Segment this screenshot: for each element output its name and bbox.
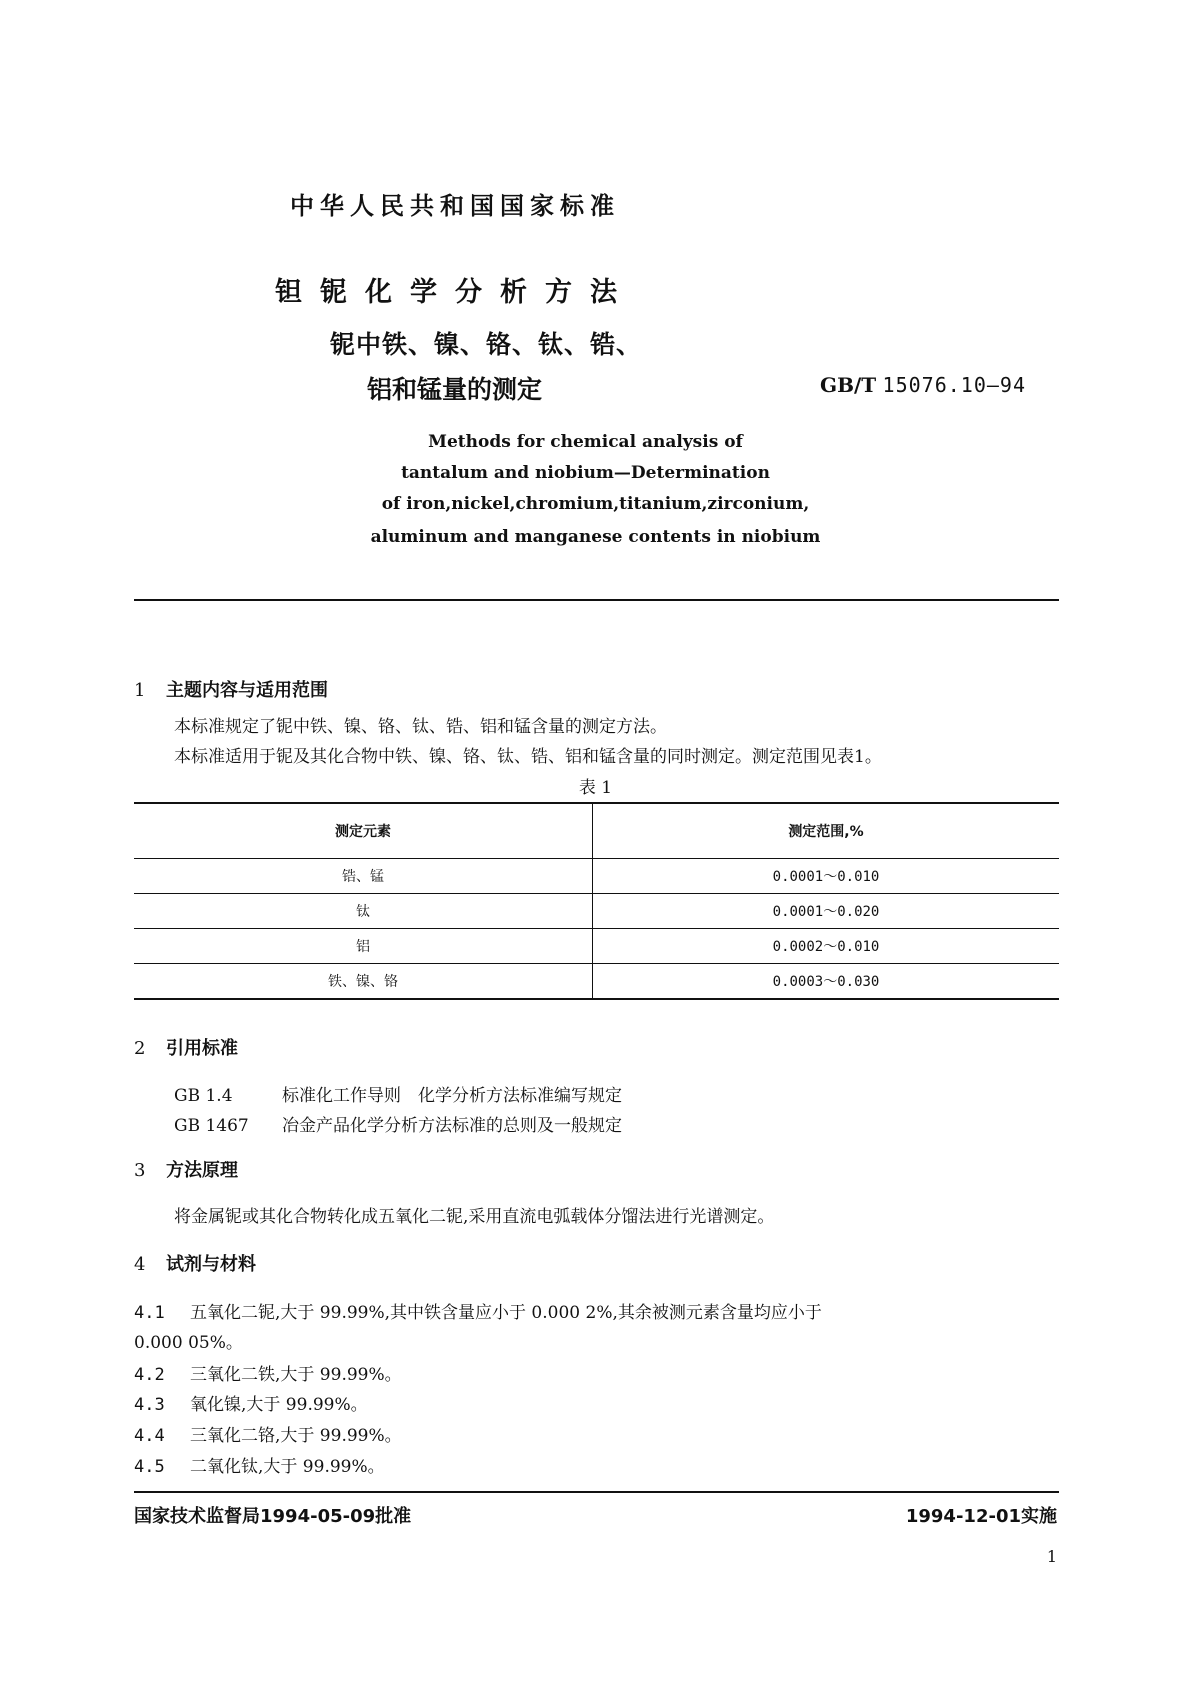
paragraph: 本标准规定了铌中铁、镍、铬、钛、锆、铝和锰含量的测定方法。 — [174, 717, 667, 737]
item-number: 4.5 — [134, 1457, 165, 1477]
standard-prefix: GB/T — [820, 373, 877, 397]
range-cell: 0.0001～0.020 — [772, 904, 880, 920]
section-3-heading — [134, 1156, 238, 1182]
section-number: 4 — [134, 1254, 146, 1275]
list-item-continuation: 0.000 05%。 — [134, 1333, 243, 1353]
item-text: 二氧化钛,大于 99.99%。 — [190, 1457, 385, 1477]
paragraph: 将金属铌或其化合物转化成五氧化二铌,采用直流电弧载体分馏法进行光谱测定。 — [174, 1207, 775, 1227]
title-line-2: 铌中铁、镍、铬、钛、锆、 — [330, 330, 643, 359]
section-number: 1 — [134, 680, 146, 701]
english-title-line: Methods for chemical analysis of — [428, 432, 743, 452]
table-row — [134, 929, 1059, 964]
section-title: 主题内容与适用范围 — [166, 680, 328, 701]
reference-code: GB 1.4 — [174, 1086, 233, 1106]
element-cell: 铁、镍、铬 — [134, 964, 593, 1000]
element-cell: 钛 — [134, 894, 593, 929]
list-item — [134, 1421, 402, 1446]
english-title-line: tantalum and niobium—Determination — [401, 463, 770, 483]
standard-number — [820, 373, 1026, 397]
table-row — [134, 894, 1059, 929]
item-number: 4.4 — [134, 1426, 165, 1446]
table-row — [134, 964, 1059, 1000]
list-item — [134, 1360, 402, 1385]
english-title-line: aluminum and manganese contents in niobium — [370, 527, 821, 547]
section-number: 3 — [134, 1160, 146, 1181]
reference-text: 标准化工作导则 化学分析方法标准编写规定 — [282, 1086, 622, 1106]
footer-divider — [134, 1491, 1059, 1493]
title-line-1: 钽铌化学分析方法 — [275, 277, 635, 308]
english-title-line: of iron,nickel,chromium,titanium,zirconium, — [381, 494, 810, 514]
item-text: 三氧化二铬,大于 99.99%。 — [190, 1426, 402, 1446]
section-title: 方法原理 — [166, 1160, 238, 1181]
measurement-range-table — [134, 802, 1059, 1000]
item-number: 4.2 — [134, 1365, 165, 1385]
list-item — [134, 1390, 368, 1415]
header-divider — [134, 599, 1059, 601]
national-standard-heading: 中华人民共和国国家标准 — [290, 192, 620, 220]
implementation-date: 1994-12-01实施 — [905, 1506, 1057, 1527]
section-1-heading — [134, 676, 328, 702]
range-cell: 0.0001～0.010 — [772, 869, 880, 885]
section-2-heading — [134, 1034, 238, 1060]
column-header-element: 测定元素 — [134, 803, 593, 859]
range-cell: 0.0003～0.030 — [772, 974, 880, 990]
table-row — [134, 859, 1059, 894]
section-4-heading — [134, 1250, 256, 1276]
title-line-3: 铝和锰量的测定 — [367, 375, 543, 404]
reference-item — [174, 1081, 622, 1106]
reference-code: GB 1467 — [174, 1116, 249, 1136]
column-header-range: 测定范围,% — [788, 824, 864, 840]
list-item — [134, 1452, 385, 1477]
reference-text: 冶金产品化学分析方法标准的总则及一般规定 — [282, 1116, 622, 1136]
table-caption: 表 1 — [578, 778, 613, 798]
item-number: 4.1 — [134, 1303, 165, 1323]
section-title: 试剂与材料 — [166, 1254, 256, 1275]
section-title: 引用标准 — [166, 1038, 238, 1059]
range-cell: 0.0002～0.010 — [772, 939, 880, 955]
page-number: 1 — [1046, 1547, 1057, 1566]
list-item — [134, 1298, 822, 1323]
paragraph: 本标准适用于铌及其化合物中铁、镍、铬、钛、锆、铝和锰含量的同时测定。测定范围见表1。 — [174, 747, 882, 767]
approval-date: 国家技术监督局1994-05-09批准 — [134, 1506, 412, 1527]
table-header-row — [134, 803, 1059, 859]
item-text: 氧化镍,大于 99.99%。 — [190, 1395, 368, 1415]
element-cell: 锆、锰 — [134, 859, 593, 894]
item-text: 三氧化二铁,大于 99.99%。 — [190, 1365, 402, 1385]
item-number: 4.3 — [134, 1395, 165, 1415]
section-number: 2 — [134, 1038, 146, 1059]
reference-item — [174, 1111, 622, 1136]
item-text: 五氧化二铌,大于 99.99%,其中铁含量应小于 0.000 2%,其余被测元素含量均应小于 — [190, 1303, 822, 1323]
standard-code: 15076.10—94 — [882, 373, 1026, 397]
element-cell: 铝 — [134, 929, 593, 964]
